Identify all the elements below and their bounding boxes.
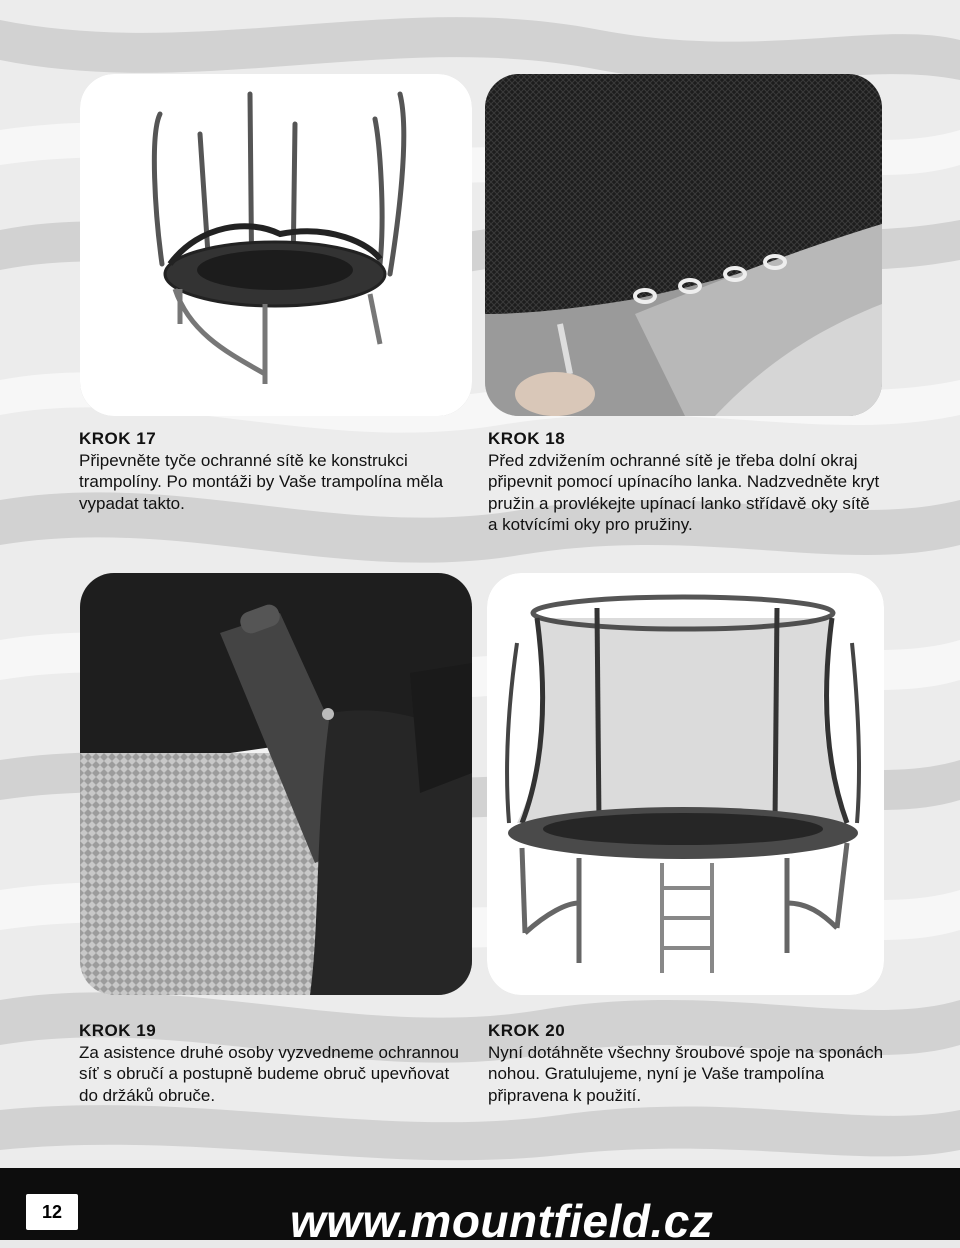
step-title: KROK 20 bbox=[488, 1021, 566, 1040]
step-body: Za asistence druhé osoby vyzvedneme ochrannou síť s obručí a postupně budeme obruč upevňovat do držáků obruče. bbox=[79, 1042, 459, 1105]
step-title: KROK 17 bbox=[79, 429, 157, 448]
step-17 bbox=[79, 428, 459, 514]
page-footer bbox=[0, 1168, 960, 1247]
complete-trampoline-illustration bbox=[487, 573, 884, 995]
step20-photo bbox=[487, 573, 884, 995]
step-title: KROK 19 bbox=[79, 1021, 157, 1040]
step19-photo bbox=[80, 573, 472, 995]
step-19 bbox=[79, 1020, 469, 1106]
step17-photo bbox=[80, 74, 472, 416]
step-body: Před zdvižením ochranné sítě je třeba dolní okraj připevnit pomocí upínacího lanka. Nadzvedněte kryt pružin a provlékejte upínací lanko střídavě oky sítě a kotvícími oky pro pružiny. bbox=[488, 450, 880, 534]
step18-photo bbox=[485, 74, 882, 416]
step-18 bbox=[488, 428, 888, 536]
trampoline-poles-illustration bbox=[80, 74, 472, 416]
net-lacing-illustration bbox=[485, 74, 882, 416]
pole-sleeve-illustration bbox=[80, 573, 472, 995]
step-20 bbox=[488, 1020, 888, 1106]
step-title: KROK 18 bbox=[488, 429, 566, 448]
step-body: Nyní dotáhněte všechny šroubové spoje na sponách nohou. Gratulujeme, nyní je Vaše trampolína připravena k použití. bbox=[488, 1042, 884, 1105]
page-number: 12 bbox=[26, 1194, 78, 1230]
website-link[interactable]: www.mountfield.cz bbox=[290, 1195, 714, 1247]
step-body: Připevněte tyče ochranné sítě ke konstrukci trampolíny. Po montáži by Vaše trampolína měla vypadat takto. bbox=[79, 450, 444, 513]
